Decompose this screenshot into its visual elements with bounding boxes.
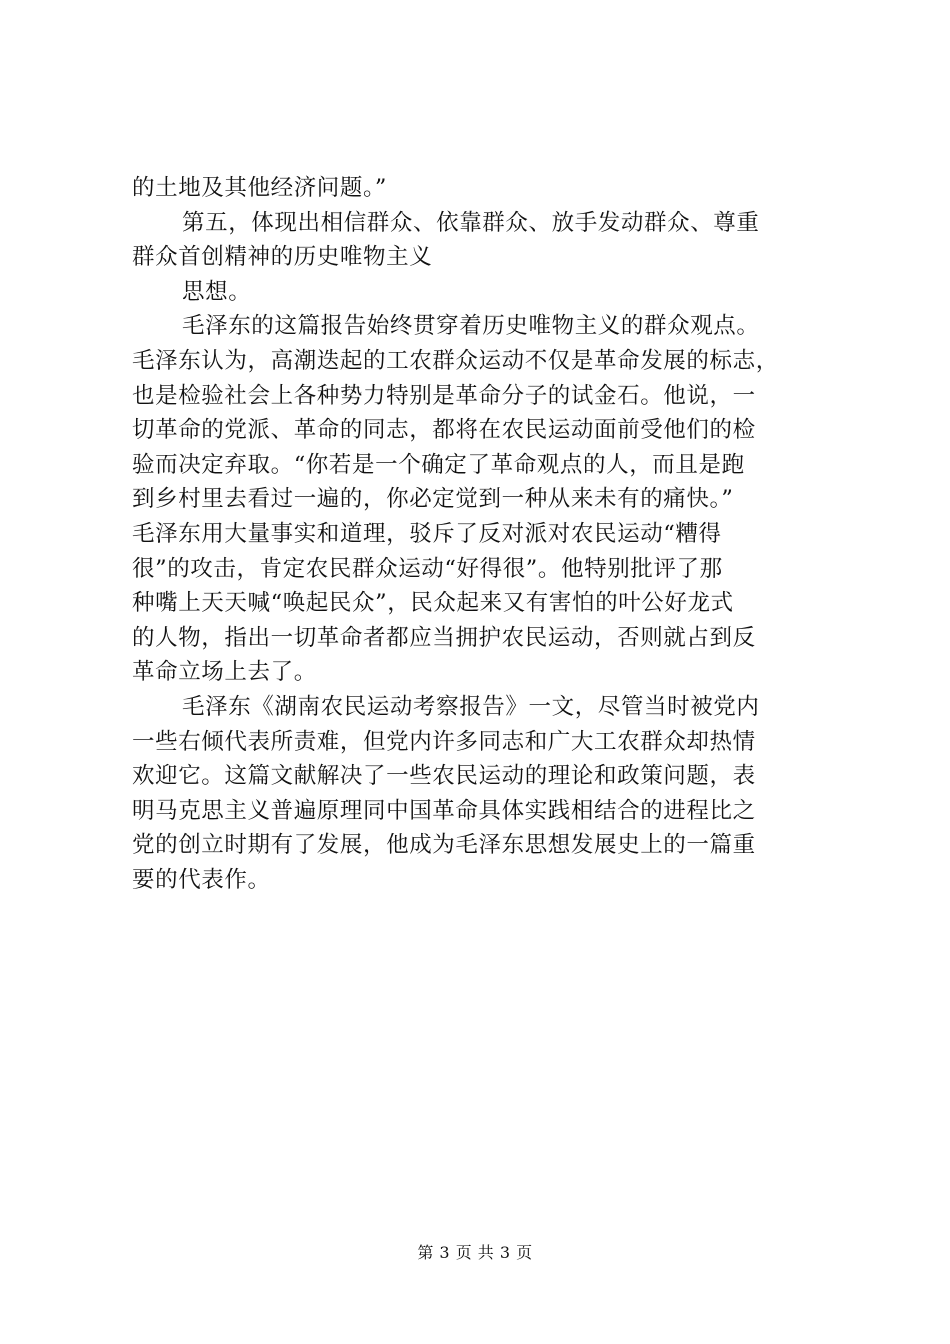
text-line: 毛泽东用大量事实和道理，驳斥了反对派对农民运动“糟得 (132, 520, 722, 547)
page-number-footer: 第 3 页 共 3 页 (417, 1243, 533, 1262)
text-line: 思想。 (182, 278, 252, 305)
text-line: 毛泽东的这篇报告始终贯穿着历史唯物主义的群众观点。 (182, 313, 760, 340)
text-line: 很”的攻击，肯定农民群众运动“好得很”。他特别批评了那 (132, 555, 723, 582)
text-line: 要的代表作。 (132, 866, 271, 893)
document-body (132, 171, 832, 897)
text-line: 的土地及其他经济问题。” (132, 175, 387, 201)
text-line: 也是检验社会上各种势力特别是革命分子的试金石。他说，一 (132, 382, 756, 409)
text-line: 切革命的党派、革命的同志，都将在农民运动面前受他们的检 (132, 417, 756, 444)
text-line: 毛泽东认为，高潮迭起的工农群众运动不仅是革命发展的标志， (132, 347, 779, 374)
text-line: 明马克思主义普遍原理同中国革命具体实践相结合的进程比之 (132, 797, 756, 824)
text-line: 党的创立时期有了发展，他成为毛泽东思想发展史上的一篇重 (132, 832, 756, 859)
text-line: 验而决定弃取。“你若是一个确定了革命观点的人，而且是跑 (132, 451, 745, 478)
text-line: 第五，体现出相信群众、依靠群众、放手发动群众、尊重 (182, 209, 760, 236)
text-line: 革命立场上去了。 (132, 659, 317, 686)
text-line: 的人物，指出一切革命者都应当拥护农民运动，否则就占到反 (132, 624, 756, 651)
text-line: 一些右倾代表所责难，但党内许多同志和广大工农群众却热情 (132, 728, 756, 755)
text-line: 群众首创精神的历史唯物主义 (132, 244, 433, 271)
text-line: 毛泽东《湖南农民运动考察报告》一文，尽管当时被党内 (182, 693, 760, 720)
text-line: 种嘴上天天喊“唤起民众”，民众起来又有害怕的叶公好龙式 (132, 590, 734, 617)
text-line: 到乡村里去看过一遍的，你必定觉到一种从来未有的痛快。” (132, 486, 734, 513)
text-line: 欢迎它。这篇文献解决了一些农民运动的理论和政策问题，表 (132, 763, 756, 790)
